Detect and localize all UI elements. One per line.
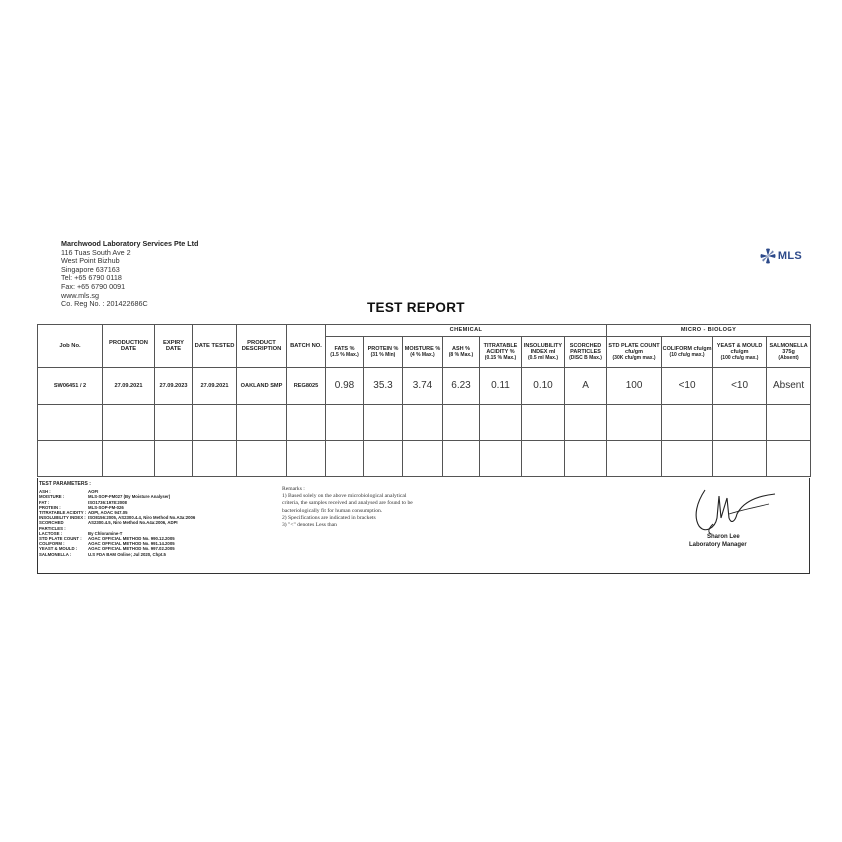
address-line: West Point Bizhub bbox=[61, 256, 120, 266]
header-job-no: Job No. bbox=[38, 325, 103, 368]
header-product-description: PRODUCT DESCRIPTION bbox=[237, 325, 287, 368]
table-row-empty bbox=[38, 441, 811, 477]
cell-product-description: OAKLAND SMP bbox=[237, 368, 287, 405]
test-report-document bbox=[37, 238, 810, 578]
param-row: PROTEIN : MLS-SOP-FM-026 bbox=[39, 504, 124, 510]
test-parameters bbox=[39, 482, 195, 557]
param-row: TITRATABLE ACIDITY : ADPI, AOAC 947.05 bbox=[39, 510, 128, 516]
signature-block bbox=[677, 484, 807, 554]
signatory-title: Laboratory Manager bbox=[689, 542, 747, 548]
mls-logo bbox=[760, 248, 802, 264]
header-titratable-acidity: TITRATABLE ACIDITY % (0.15 % Max.) bbox=[480, 337, 522, 368]
header-moisture: MOISTURE % (4 % Max.) bbox=[403, 337, 443, 368]
remark-line: bacteriologically fit for human consumption. bbox=[282, 507, 383, 514]
remark-line: criteria, the samples received and analysed are found to be bbox=[282, 500, 413, 507]
cell-moisture: 3.74 bbox=[403, 368, 443, 405]
test-parameters-heading: TEST PARAMETERS : bbox=[39, 481, 91, 487]
logo-text: MLS bbox=[777, 250, 802, 262]
param-row: SALMONELLA : U.S FDA BAM Online; Jul 2020, Chpt.5 bbox=[39, 551, 166, 557]
header-production-date: PRODUCTION DATE bbox=[103, 325, 155, 368]
param-row: COLIFORM : AOAC OFFICIAL METHOD No. 991.14.2005 bbox=[39, 541, 175, 547]
cell-expiry-date: 27.09.2023 bbox=[155, 368, 193, 405]
address-line: Fax: +65 6790 0091 bbox=[61, 281, 126, 291]
address-line: 116 Tuas South Ave 2 bbox=[61, 247, 131, 257]
report-title: TEST REPORT bbox=[367, 300, 465, 315]
header-insolubility-index: INSOLUBILITY INDEX ml (0.5 ml Max.) bbox=[522, 337, 565, 368]
signature-image bbox=[683, 484, 783, 536]
remarks-heading: Remarks : bbox=[282, 486, 305, 492]
cell-protein: 35.3 bbox=[364, 368, 403, 405]
group-micro-biology: MICRO - BIOLOGY bbox=[607, 325, 811, 337]
cell-fats: 0.98 bbox=[326, 368, 364, 405]
cell-date-tested: 27.09.2021 bbox=[193, 368, 237, 405]
param-row: STD PLATE COUNT : AOAC OFFICIAL METHOD No. 990.12.2005 bbox=[39, 536, 175, 542]
cell-job-no: SW06451 / 2 bbox=[38, 368, 103, 405]
header-expiry-date: EXPIRY DATE bbox=[155, 325, 193, 368]
group-chemical: CHEMICAL bbox=[326, 325, 607, 337]
header-batch-no: BATCH NO. bbox=[287, 325, 326, 368]
address-line: www.mls.sg bbox=[61, 290, 99, 300]
header-scorched-particles: SCORCHED PARTICLES (DISC B Max.) bbox=[565, 337, 607, 368]
param-row: INSOLUBILITY INDEX : ISO8156:2005, AS2300.4.4, Niro Method No.A3a:2006 bbox=[39, 515, 196, 521]
address-line: Co. Reg No. : 201422686C bbox=[61, 299, 148, 309]
company-block bbox=[61, 240, 198, 309]
cell-ash: 6.23 bbox=[443, 368, 480, 405]
param-row: YEAST & MOULD : AOAC OFFICIAL METHOD No. 997.02.2005 bbox=[39, 546, 175, 552]
header-salmonella: SALMONELLA 375g (Absent) bbox=[767, 337, 811, 368]
cell-std-plate-count: 100 bbox=[607, 368, 662, 405]
param-row: FAT : ISO1736:1978:2008 bbox=[39, 499, 127, 505]
header-ash: ASH % (8 % Max.) bbox=[443, 337, 480, 368]
param-row: SCORCHED PARTICLES : AS2300.4.5, Niro Method No.A4a:2006, ADPI bbox=[39, 520, 178, 531]
mls-flower-icon bbox=[760, 248, 776, 264]
remarks bbox=[282, 486, 452, 529]
header-std-plate-count: STD PLATE COUNT cfu/gm (30K cfu/gm max.) bbox=[607, 337, 662, 368]
remark-line: 1) Based solely on the above microbiological analytical bbox=[282, 493, 407, 500]
cell-yeast-mould: <10 bbox=[713, 368, 767, 405]
cell-salmonella: Absent bbox=[767, 368, 811, 405]
cell-batch-no: REG8025 bbox=[287, 368, 326, 405]
address-line: Singapore 637163 bbox=[61, 264, 120, 274]
company-name: Marchwood Laboratory Services Pte Ltd bbox=[61, 239, 199, 248]
param-row: LACTOSE : By Chloramine-T bbox=[39, 530, 123, 536]
header-date-tested: DATE TESTED bbox=[193, 325, 237, 368]
cell-production-date: 27.09.2021 bbox=[103, 368, 155, 405]
cell-titratable-acidity: 0.11 bbox=[480, 368, 522, 405]
remark-line: 3) "<" denotes Less than bbox=[282, 522, 337, 529]
header-yeast-mould: YEAST & MOULD cfu/gm (100 cfu/g max.) bbox=[713, 337, 767, 368]
param-row: ASH : AOFI bbox=[39, 489, 99, 495]
results-table bbox=[37, 324, 811, 477]
cell-insolubility-index: 0.10 bbox=[522, 368, 565, 405]
table-row-empty bbox=[38, 405, 811, 441]
address-line: Tel: +65 6790 0118 bbox=[61, 273, 122, 283]
cell-coliform: <10 bbox=[662, 368, 713, 405]
header-coliform: COLIFORM cfu/gm (10 cfu/g max.) bbox=[662, 337, 713, 368]
table-row bbox=[38, 368, 811, 405]
param-row: MOISTURE : MLS-SOP-FM027 (By Moisture Analyser) bbox=[39, 494, 171, 500]
header-fats: FATS % (1.5 % Max.) bbox=[326, 337, 364, 368]
cell-scorched-particles: A bbox=[565, 368, 607, 405]
remark-line: 2) Specifications are indicated in brackets bbox=[282, 514, 376, 521]
signatory-name: Sharon Lee bbox=[707, 534, 740, 540]
header-protein: PROTEIN % (31 % Min) bbox=[364, 337, 403, 368]
